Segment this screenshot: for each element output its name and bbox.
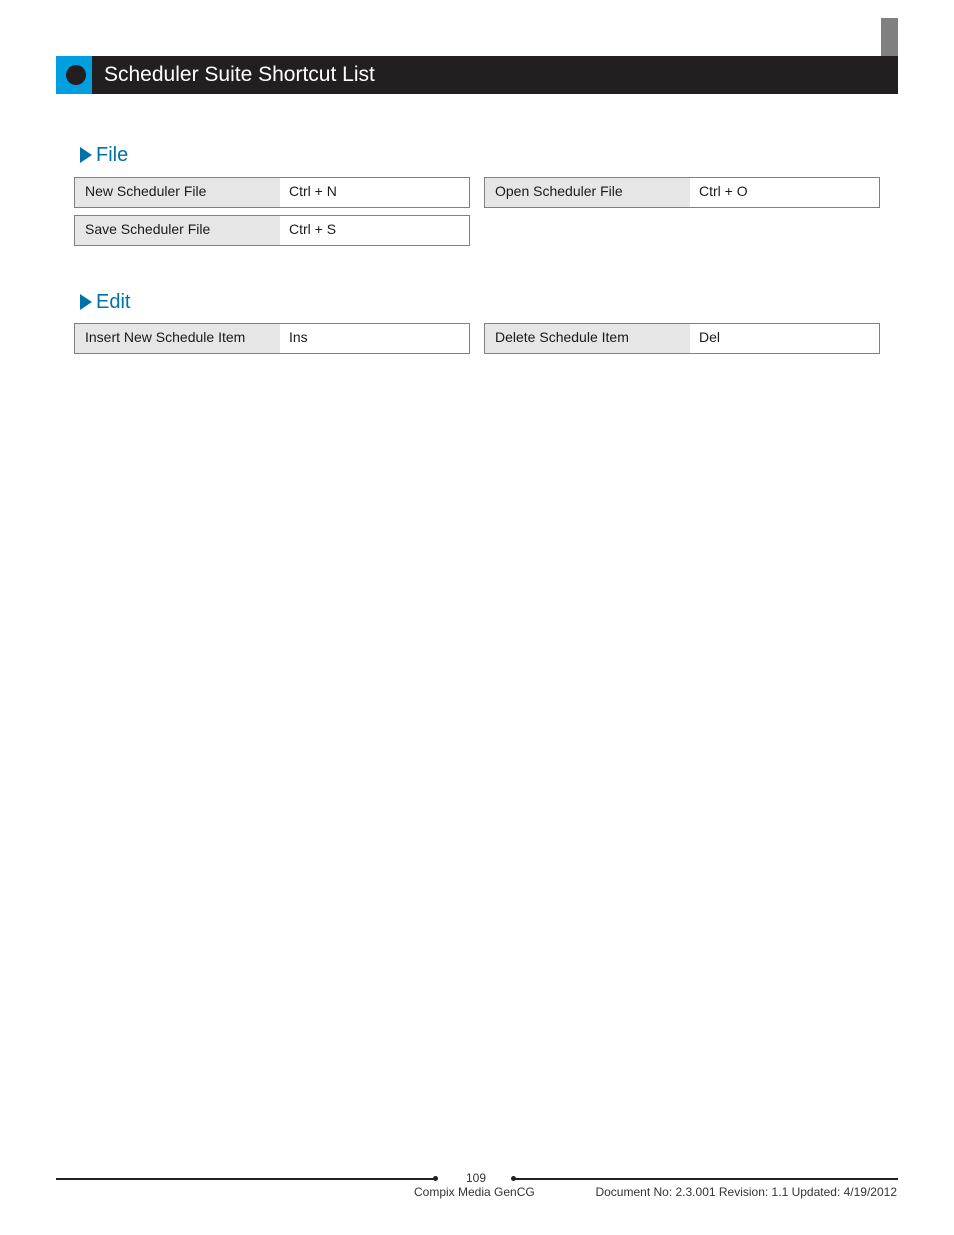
page-number: 109 (466, 1171, 487, 1185)
footer-product: Compix Media GenCG (414, 1185, 535, 1199)
triangle-right-icon (80, 294, 92, 310)
section-heading-label: Edit (96, 291, 131, 313)
title-bar (56, 56, 898, 94)
shortcut-row (74, 177, 470, 208)
shortcut-row (74, 323, 470, 354)
shortcut-keys: Ins (289, 329, 308, 345)
footer-document-info: Document No: 2.3.001 Revision: 1.1 Updated: 4/19/2012 (595, 1185, 897, 1199)
shortcut-row (484, 323, 880, 354)
shortcut-action: New Scheduler File (75, 178, 280, 207)
footer-dot-left (433, 1176, 438, 1181)
shortcut-action: Save Scheduler File (75, 216, 280, 245)
shortcut-action: Delete Schedule Item (485, 324, 690, 353)
section-heading-edit (80, 290, 130, 314)
circle-badge-icon (56, 56, 92, 94)
section-heading-label: File (96, 144, 129, 166)
shortcut-keys: Ctrl + N (289, 183, 337, 199)
shortcut-action: Open Scheduler File (485, 178, 690, 207)
section-heading-file (80, 143, 128, 167)
shortcut-keys: Ctrl + O (699, 183, 748, 199)
footer-rule-right (514, 1178, 898, 1180)
footer-rule-left (56, 1178, 435, 1180)
shortcut-row (74, 215, 470, 246)
triangle-right-icon (80, 147, 92, 163)
shortcut-keys: Ctrl + S (289, 221, 337, 237)
shortcut-action: Insert New Schedule Item (75, 324, 280, 353)
shortcut-row (484, 177, 880, 208)
shortcut-keys: Del (699, 329, 721, 345)
page-title: Scheduler Suite Shortcut List (104, 63, 375, 86)
page-tab-marker (881, 18, 898, 56)
